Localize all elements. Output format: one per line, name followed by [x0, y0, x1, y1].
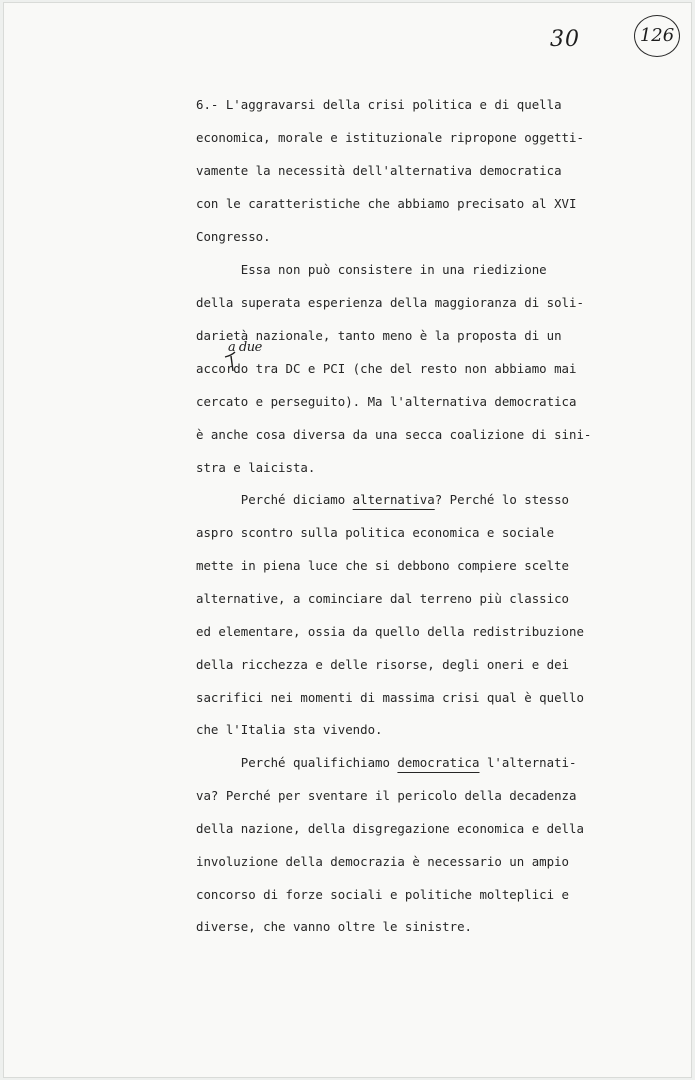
text-line — [196, 492, 569, 508]
text-segment: ? Perché lo stesso — [434, 492, 569, 507]
page-number: 30 — [550, 27, 580, 52]
text-line: accordo tra DC e PCI (che del resto non abbiamo mai — [196, 361, 577, 376]
text-line: stra e laicista. — [196, 460, 316, 475]
underlined-word: alternativa — [352, 492, 435, 507]
text-segment: l'alternati- — [479, 755, 577, 770]
text-line: che l'Italia sta vivendo. — [196, 722, 383, 737]
text-line: mette in piena luce che si debbono compiere scelte — [196, 558, 569, 573]
text-line: della nazione, della disgregazione economica e della — [196, 821, 584, 836]
text-segment: Perché diciamo — [196, 492, 353, 507]
text-line: cercato e perseguito). Ma l'alternativa democratica — [196, 394, 577, 409]
text-line: involuzione della democrazia è necessario un ampio — [196, 854, 569, 869]
text-line: alternative, a cominciare dal terreno più classico — [196, 591, 569, 606]
text-segment: Perché qualifichiamo — [196, 755, 398, 770]
circled-page-number: 126 — [634, 15, 680, 57]
text-line: aspro scontro sulla politica economica e sociale — [196, 525, 555, 540]
text-line: 6.- L'aggravarsi della crisi politica e di quella — [196, 97, 562, 112]
underlined-word: democratica — [397, 755, 480, 770]
text-line: darietà nazionale, tanto meno è la proposta di un — [196, 328, 562, 343]
text-line — [196, 755, 576, 771]
text-line: diverse, che vanno oltre le sinistre. — [196, 919, 473, 934]
text-line: ed elementare, ossia da quello della redistribuzione — [196, 624, 584, 639]
text-line: della superata esperienza della maggioranza di soli- — [196, 295, 584, 310]
text-line: economica, morale e istituzionale ripropone oggetti- — [196, 130, 584, 145]
text-line: della ricchezza e delle risorse, degli oneri e dei — [196, 657, 569, 672]
text-line: Congresso. — [196, 229, 271, 244]
handwritten-insertion: a due — [228, 340, 262, 355]
text-line: Essa non può consistere in una riedizione — [196, 262, 547, 277]
text-line: va? Perché per sventare il pericolo della decadenza — [196, 788, 577, 803]
text-line: con le caratteristiche che abbiamo precisato al XVI — [196, 196, 577, 211]
document-page — [3, 2, 692, 1078]
text-line: sacrifici nei momenti di massima crisi qual è quello — [196, 690, 584, 705]
text-line: concorso di forze sociali e politiche molteplici e — [196, 887, 569, 902]
text-line: è anche cosa diversa da una secca coalizione di sini- — [196, 427, 592, 442]
text-line: vamente la necessità dell'alternativa democratica — [196, 163, 562, 178]
